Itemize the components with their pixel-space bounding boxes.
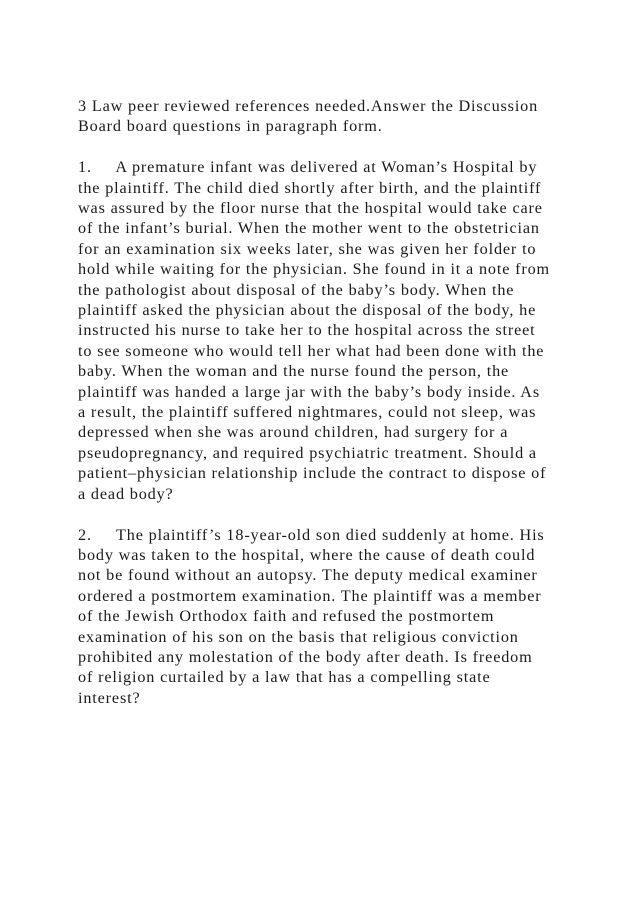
question-2-line: examination of his son on the basis that religious conviction: [78, 627, 519, 646]
question-2-line: of the Jewish Orthodox faith and refused the postmortem: [78, 607, 495, 626]
question-2-line: of religion curtailed by a law that has a compelling state: [78, 668, 491, 687]
question-2-line: not be found without an autopsy. The deputy medical examiner: [78, 566, 538, 585]
paragraph-spacer: [78, 137, 568, 157]
question-1-line: to see someone who would tell her what had been done with the: [78, 341, 545, 360]
document-body: [78, 96, 568, 708]
question-1-line: the plaintiff. The child died shortly after birth, and the plaintiff: [78, 178, 542, 197]
question-1-line: of the infant’s burial. When the mother went to the obstetrician: [78, 219, 540, 238]
question-2-line: prohibited any molestation of the body after death. Is freedom: [78, 647, 533, 666]
question-1-line: instructed his nurse to take her to the hospital across the street: [78, 321, 536, 340]
question-1-line: hold while waiting for the physician. She found in it a note from: [78, 260, 550, 279]
question-2-line: body was taken to the hospital, where the cause of death could: [78, 545, 536, 564]
question-2-line: 2. The plaintiff’s 18-year-old son died suddenly at home. His: [78, 525, 545, 544]
question-1-line: the pathologist about disposal of the baby’s body. When the: [78, 280, 515, 299]
question-2-paragraph: [78, 525, 568, 709]
question-1-line: plaintiff asked the physician about the disposal of the body, he: [78, 301, 537, 320]
question-1-line: plaintiff was handed a large jar with the baby’s body inside. As: [78, 382, 541, 401]
question-1-line: a result, the plaintiff suffered nightmares, could not sleep, was: [78, 403, 537, 422]
question-1-line: was assured by the floor nurse that the hospital would take care: [78, 199, 543, 218]
question-2-line: interest?: [78, 688, 141, 707]
question-1-line: pseudopregnancy, and required psychiatric treatment. Should a: [78, 443, 537, 462]
intro-line: 3 Law peer reviewed references needed.Answer the Discussion: [78, 97, 539, 115]
question-1-line: a dead body?: [78, 484, 174, 503]
question-1-line: patient–physician relationship include the contract to dispose of: [78, 464, 547, 483]
question-1-line: 1. A premature infant was delivered at Woman’s Hospital by: [78, 158, 538, 177]
intro-paragraph: [78, 96, 568, 137]
question-2-line: ordered a postmortem examination. The plaintiff was a member: [78, 586, 542, 605]
question-1-paragraph: [78, 157, 568, 504]
question-1-line: for an examination six weeks later, she was given her folder to: [78, 239, 537, 258]
intro-line: Board board questions in paragraph form.: [78, 117, 383, 136]
question-1-line: baby. When the woman and the nurse found the person, the: [78, 362, 510, 381]
paragraph-spacer: [78, 504, 568, 524]
question-1-line: depressed when she was around children, had surgery for a: [78, 423, 509, 442]
